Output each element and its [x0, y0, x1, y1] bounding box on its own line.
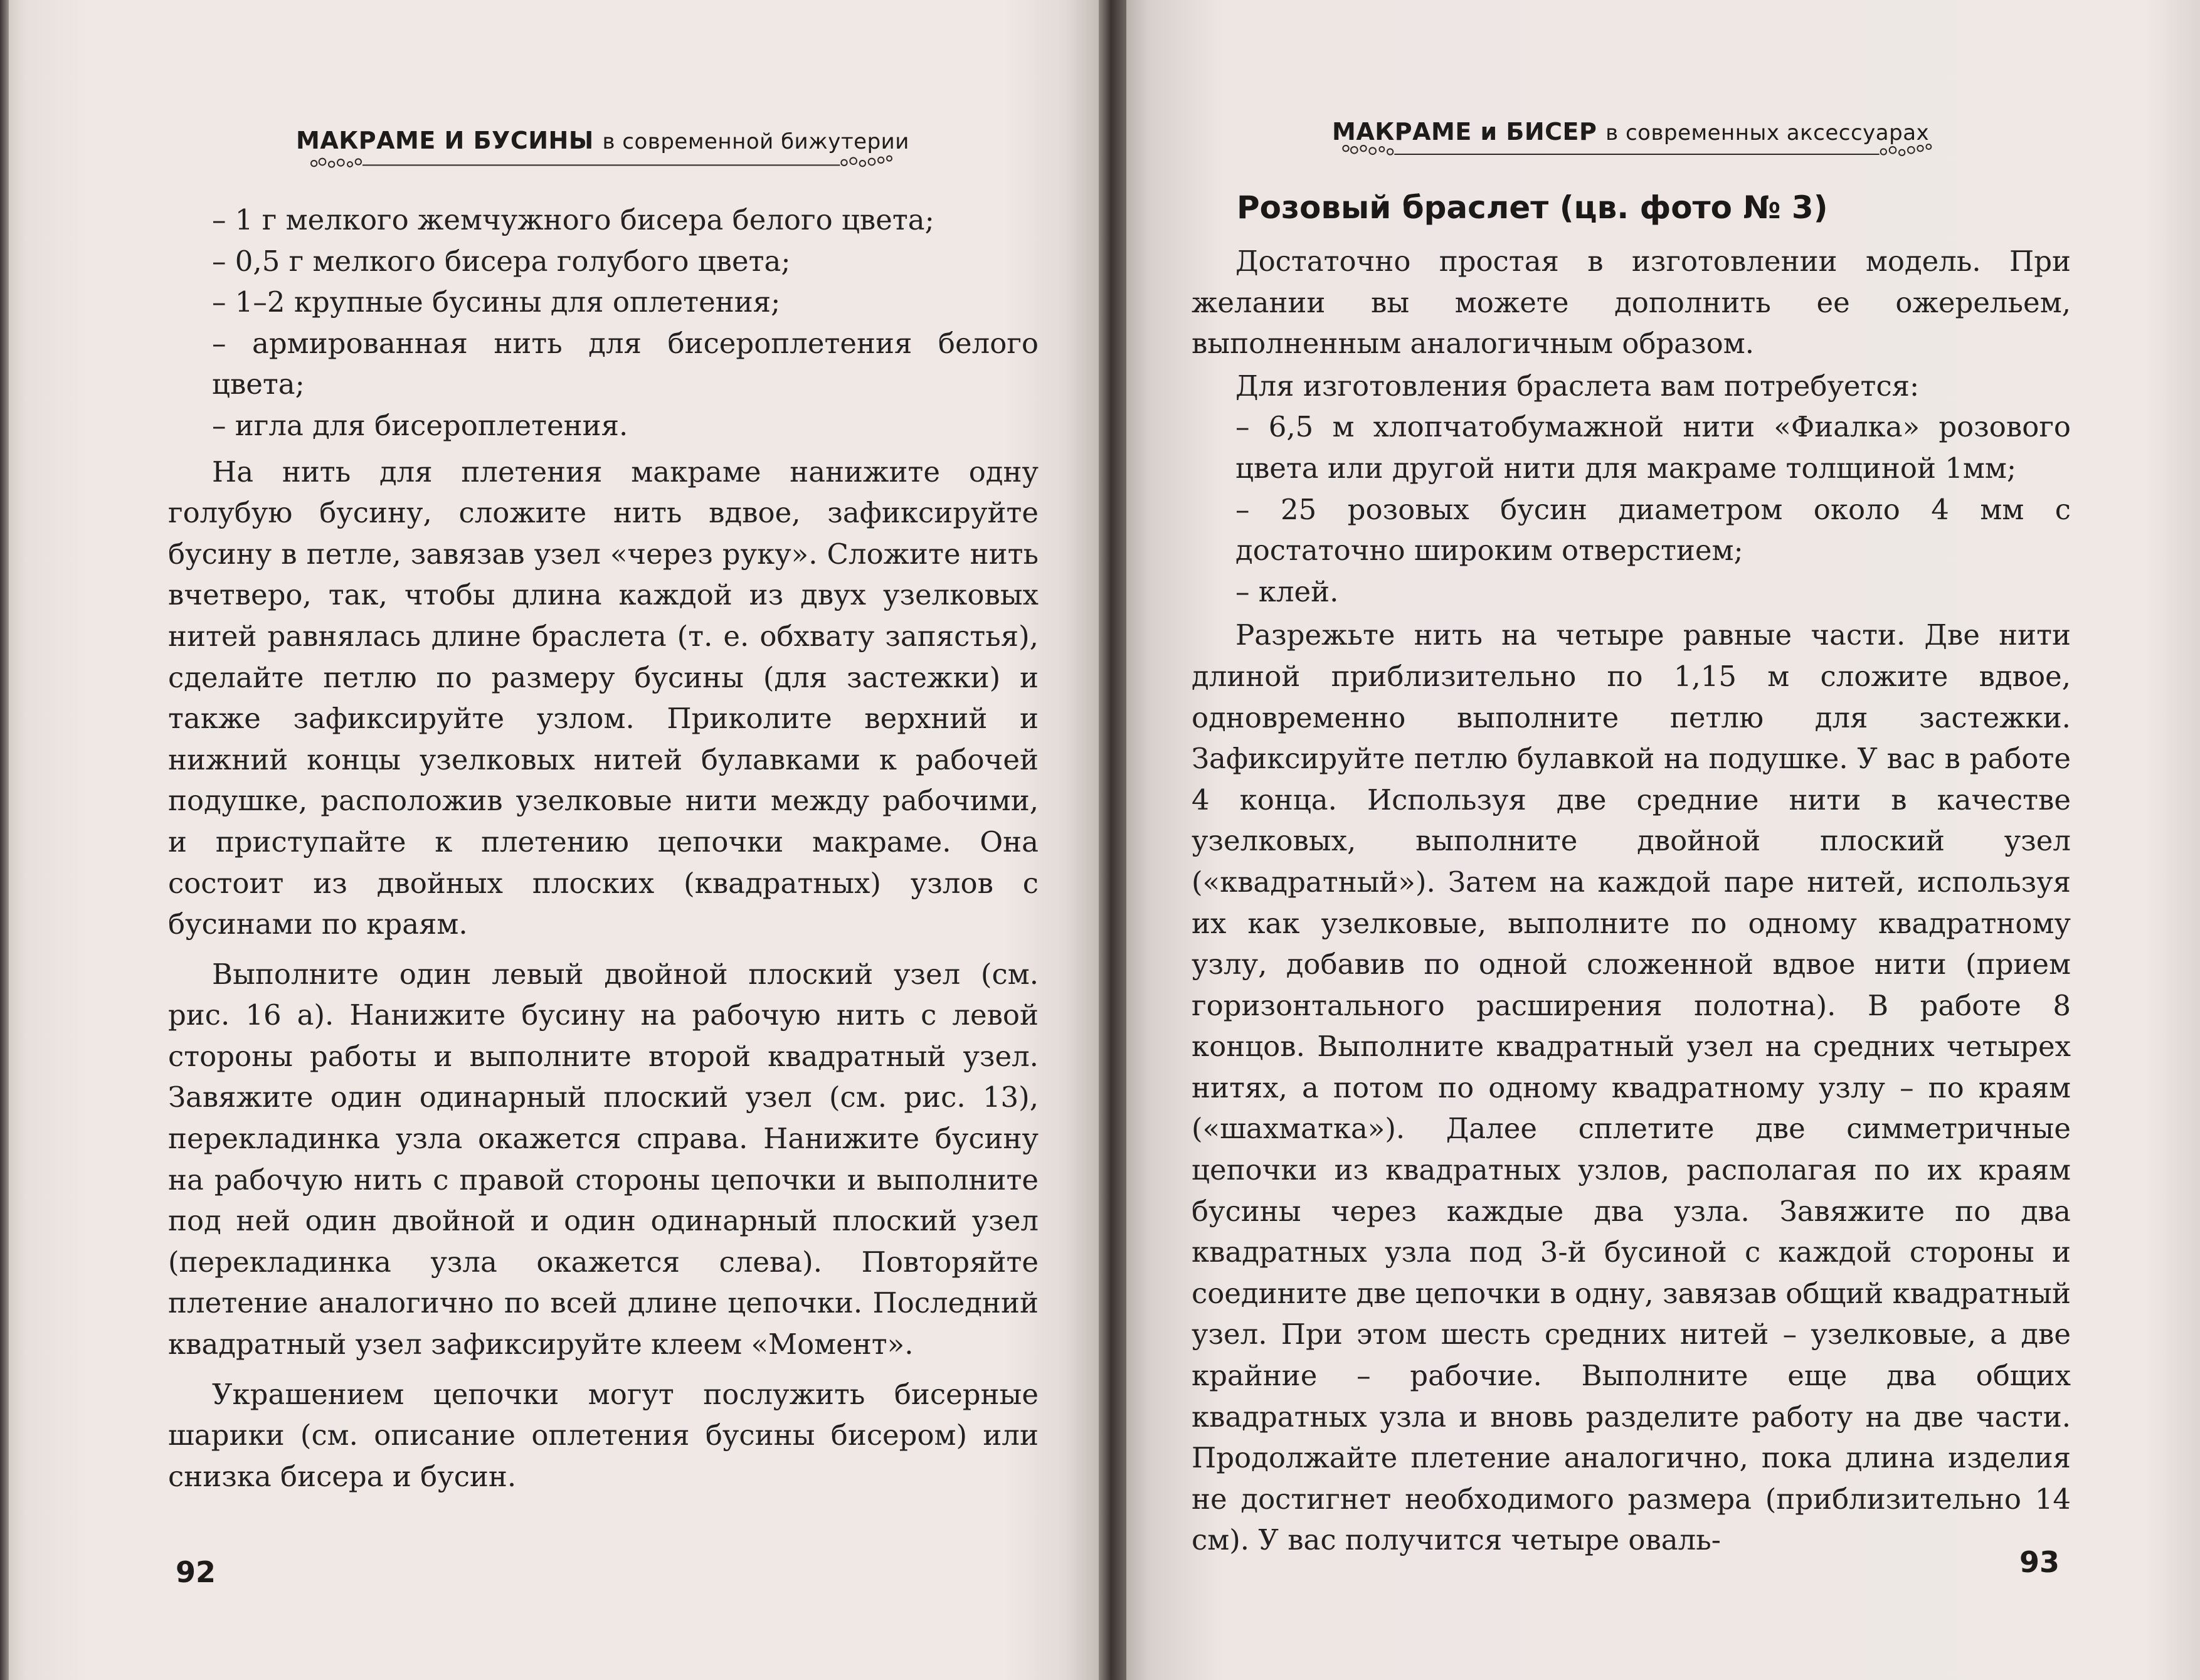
paragraph: Для изготовления браслета вам потребуется:	[1235, 369, 1920, 403]
left-running-head-sub: в современной бижутерии	[602, 129, 909, 154]
right-running-head-main: МАКРАМЕ и БИСЕР	[1332, 118, 1597, 145]
list-item: – 1 г мелкого жемчужного бисера белого цвета;	[212, 203, 934, 236]
list-item: – 1–2 крупные бусины для оплетения;	[212, 285, 781, 319]
right-running-head-sub: в современных аксессуарах	[1605, 120, 1930, 145]
right-header-ornament	[1192, 139, 2082, 164]
paragraph: Украшением цепочки могут послужить бисерные шарики (см. описание оплетения бусины бисером) или снизка бисера и бусин.	[168, 1377, 1039, 1493]
paragraph: Достаточно простая в изготовлении модель. При желании вы можете дополнить ее ожерельем, выполненным аналогичным образом.	[1192, 245, 2071, 361]
left-page-number: 92	[176, 1555, 216, 1589]
left-header-ornament	[162, 149, 1040, 174]
list-item: – 25 розовых бусин диаметром около 4 мм с достаточно широким отверстием;	[1235, 492, 2071, 568]
list-item: – 6,5 м хлопчатобумажной нити «Фиалка» розового цвета или другой нити для макраме толщиной 1мм;	[1235, 410, 2071, 485]
paragraph: Выполните один левый двойной плоский узел (см. рис. 16 а). Нанижите бусину на рабочую нить с левой стороны работы и выполните второй квадратный узел. Завяжите один одинарный плоский узел (см. рис. 13), перекладинка узла окажется справа. Нанижите бусину на рабочую нить с правой стороны цепочки и выполните под ней один двойной и один одинарный плоский узел (перекладинка узла окажется слева). Повторяйте плетение аналогично по всей длине цепочки. Последний квадратный узел зафиксируйте клеем «Момент».	[168, 957, 1039, 1361]
list-item: – 0,5 г мелкого бисера голубого цвета;	[212, 244, 791, 278]
list-item: – игла для бисероплетения.	[212, 408, 628, 442]
right-page	[1111, 0, 2200, 1680]
book-gutter	[1099, 0, 1126, 1680]
left-running-head-main: МАКРАМЕ И БУСИНЫ	[296, 127, 594, 154]
paragraph: На нить для плетения макраме нанижите одну голубую бусину, сложите нить вдвое, зафиксируйте бусину в петле, завязав узел «через руку». Сложите нить вчетверо, так, чтобы длина каждой из двух узелковых нитей равнялась длине браслета (т. е. обхвату запястья), сделайте петлю по размеру бусины (для застежки) и также зафиксируйте узлом. Приколите верхний и нижний концы узелковых нитей булавками к рабочей подушке, расположив узелковые нити между рабочими, и приступайте к плетению цепочки макраме. Она состоит из двойных плоских (квадратных) узлов с бусинами по краям.	[168, 455, 1039, 941]
right-body-text	[1192, 241, 2071, 1561]
paragraph: Разрежьте нить на четыре равные части. Две нити длиной приблизительно по 1,15 м сложите вдвое, одновременно выполните петлю для застежки. Зафиксируйте петлю булавкой на подушке. У вас в работе 4 конца. Используя две средние нити в качестве узелковых, выполните двойной плоский узел («квадратный»). Затем на каждой паре нитей, используя их как узелковые, выполните по одному квадратному узлу, добавив по одной сложенной вдвое нити (прием горизонтального расширения полотна). В работе 8 концов. Выполните квадратный узел на средних четырех нитях, а потом по одному квадратному узлу – по краям («шахматка»). Далее сплетите две симметричные цепочки из квадратных узлов, располагая по их краям бусины через каждые два узла. Завяжите по два квадратных узла под 3-й бусиной с каждой стороны и соедините две цепочки в одну, завязав общий квадратный узел. При этом шесть средних нитей – узелковые, а две крайние – рабочие. Выполните еще два общих квадратных узла и вновь разделите работу на две части. Продолжайте плетение аналогично, пока длина изделия не достигнет необходимого размера (приблизительно 14 см). У вас получится четыре оваль-	[1192, 618, 2071, 1557]
page-edge	[0, 0, 9, 1680]
right-page-number: 93	[2019, 1545, 2060, 1579]
list-item: – армированная нить для бисероплетения белого цвета;	[212, 326, 1039, 401]
list-item: – клей.	[1235, 574, 1339, 608]
section-title: Розовый браслет (цв. фото № 3)	[1237, 189, 1828, 226]
left-body-text	[168, 199, 1039, 1497]
